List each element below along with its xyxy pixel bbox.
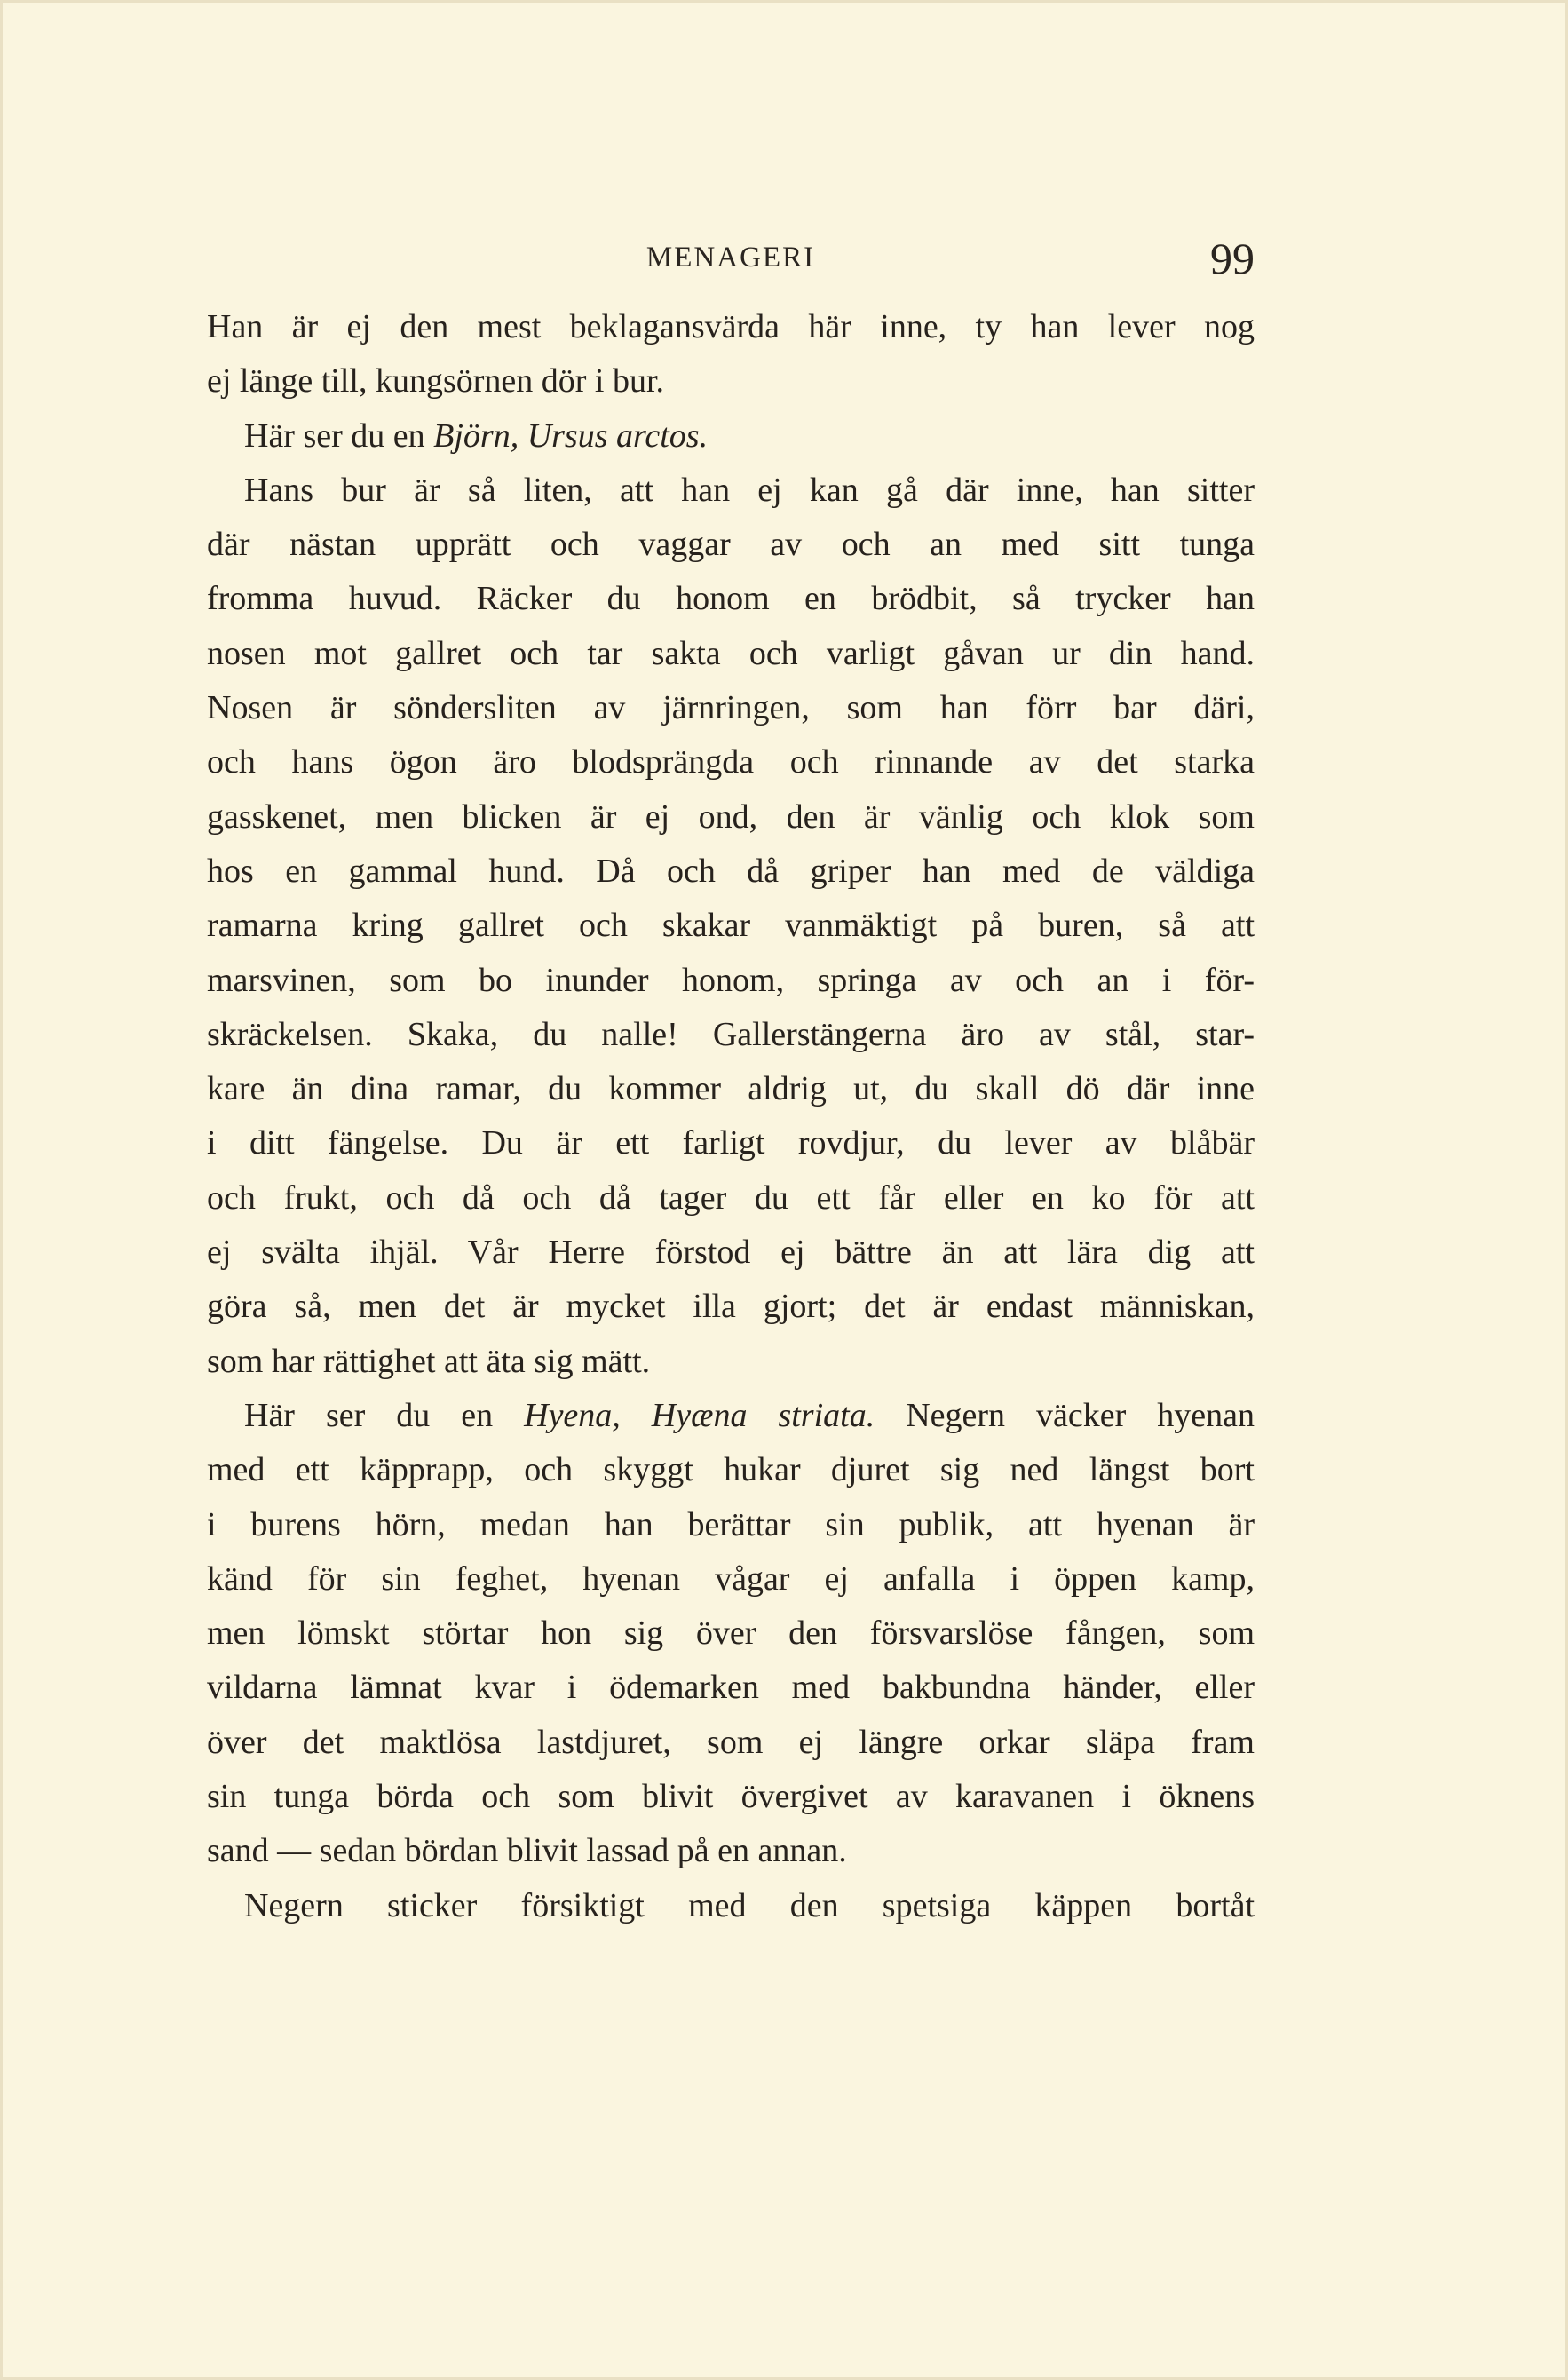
text-line: Hans bur är så liten, att han ej kan gå där inne, han sitter [244,471,1255,509]
text-line: sand — sedan bördan blivit lassad på en annan. [207,1832,847,1870]
text-line: känd för sin feghet, hyenan vågar ej anfalla i öppen kamp, [207,1559,1255,1598]
body-text [207,300,1255,1933]
text-line: men lömskt störtar hon sig över den försvarslöse fången, som [207,1614,1255,1653]
text-line: i ditt fängelse. Du är ett farligt rovdjur, du lever av blåbär [207,1124,1255,1162]
text-line: i burens hörn, medan han berättar sin publik, att hyenan är [207,1505,1255,1543]
running-head: MENAGERI [645,242,816,274]
text-line: gasskenet, men blicken är ej ond, den är vänlig och klok som [207,797,1255,836]
text-line: nosen mot gallret och tar sakta och varligt gåvan ur din hand. [207,634,1255,672]
text-line: Här ser du en Hyena, Hyæna striata. Negern väcker hyenan [244,1396,1255,1434]
text-line: fromma huvud. Räcker du honom en brödbit, så trycker han [207,580,1255,618]
text-line: skräckelsen. Skaka, du nalle! Gallerstängerna äro av stål, star- [207,1015,1255,1053]
text-line: ej länge till, kungsörnen dör i bur. [207,362,665,401]
text-line: sin tunga börda och som blivit övergivet av karavanen i öknens [207,1778,1255,1816]
text-line: ramarna kring gallret och skakar vanmäktigt på buren, så att [207,907,1255,945]
text-line: kare än dina ramar, du kommer aldrig ut, du skall dö där inne [207,1070,1255,1108]
text-line: Nosen är söndersliten av järnringen, som han förr bar däri, [207,689,1255,727]
page-number: 99 [1210,234,1255,283]
text-line: göra så, men det är mycket illa gjort; det är endast människan, [207,1288,1255,1326]
text-line: och frukt, och då och då tager du ett får eller en ko för att [207,1178,1255,1217]
text-line: och hans ögon äro blodsprängda och rinnande av det starka [207,743,1255,781]
text-line: som har rättighet att äta sig mätt. [207,1342,651,1380]
text-line: vildarna lämnat kvar i ödemarken med bakbundna händer, eller [207,1669,1255,1707]
text-line: Negern sticker försiktigt med den spetsiga käppen bortåt [244,1886,1255,1924]
page-header [207,233,1255,304]
text-line: Han är ej den mest beklagansvärda här inne, ty han lever nog [207,308,1255,345]
text-line: marsvinen, som bo inunder honom, springa av och an i för- [207,961,1255,999]
text-line: Här ser du en Björn, Ursus arctos. [244,416,709,455]
text-line: ej svälta ihjäl. Vår Herre förstod ej bättre än att lära dig att [207,1234,1255,1272]
text-line: över det maktlösa lastdjuret, som ej längre orkar släpa fram [207,1723,1255,1761]
text-line: hos en gammal hund. Då och då griper han med de väldiga [207,852,1255,890]
text-line: med ett käpprapp, och skyggt hukar djuret sig ned längst bort [207,1451,1255,1489]
text-line: där nästan upprätt och vaggar av och an med sitt tunga [207,526,1255,564]
